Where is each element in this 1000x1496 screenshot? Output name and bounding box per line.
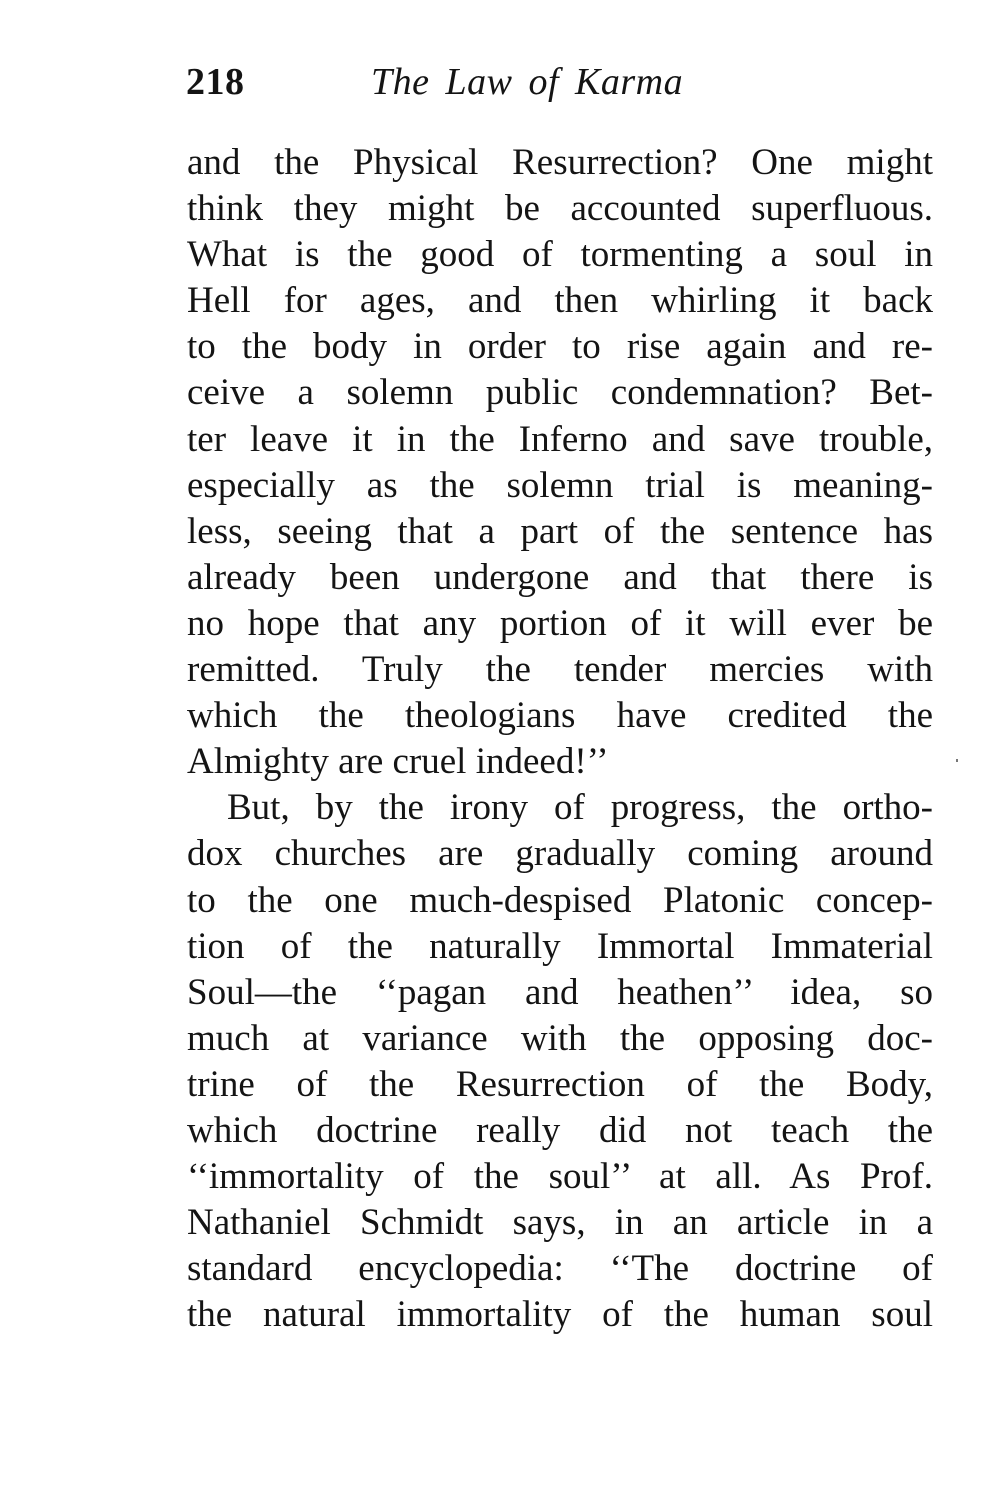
text-line: standard encyclopedia: ‘‘The doctrine of — [187, 1248, 933, 1290]
text-line: especially as the solemn trial is meaning- — [187, 464, 933, 506]
text-line: Soul—the ‘‘pagan and heathen’’ idea, so — [187, 971, 933, 1013]
text-line: which doctrine really did not teach the — [187, 1109, 933, 1151]
paragraph-2 — [187, 785, 933, 1338]
text-line: to the body in order to rise again and re- — [187, 326, 933, 368]
body-text — [187, 140, 933, 1338]
text-line: already been undergone and that there is — [187, 556, 933, 598]
text-line: What is the good of tormenting a soul in — [187, 234, 933, 276]
text-line: Almighty are cruel indeed!’’ — [187, 741, 609, 783]
text-line: which the theologians have credited the — [187, 695, 933, 737]
text-line: no hope that any portion of it will ever be — [187, 602, 933, 644]
text-line: ceive a solemn public condemnation? Bet- — [187, 372, 933, 414]
text-line: Hell for ages, and then whirling it back — [187, 280, 933, 322]
text-line: less, seeing that a part of the sentence has — [187, 510, 933, 552]
text-line: and the Physical Resurrection? One might — [187, 142, 933, 183]
text-line: tion of the naturally Immortal Immaterial — [187, 925, 933, 967]
text-line: Nathaniel Schmidt says, in an article in a — [187, 1202, 933, 1244]
paragraph-1 — [187, 140, 933, 785]
text-line: think they might be accounted superfluous. — [187, 188, 933, 230]
text-line: ‘‘immortality of the soul’’ at all. As Prof. — [187, 1156, 933, 1198]
text-line: to the one much-despised Platonic concep- — [187, 879, 933, 921]
text-line: But, by the irony of progress, the ortho- — [227, 787, 933, 829]
running-head — [186, 52, 936, 112]
scan-speck — [956, 759, 958, 762]
running-title: The Law of Karma — [371, 61, 684, 103]
text-line: dox churches are gradually coming around — [187, 833, 933, 875]
text-line: the natural immortality of the human soul — [187, 1294, 933, 1336]
page-number: 218 — [186, 61, 245, 103]
text-line: trine of the Resurrection of the Body, — [187, 1063, 933, 1105]
text-line: remitted. Truly the tender mercies with — [187, 649, 933, 691]
text-line: much at variance with the opposing doc- — [187, 1017, 933, 1059]
text-line: ter leave it in the Inferno and save trouble, — [187, 418, 933, 460]
